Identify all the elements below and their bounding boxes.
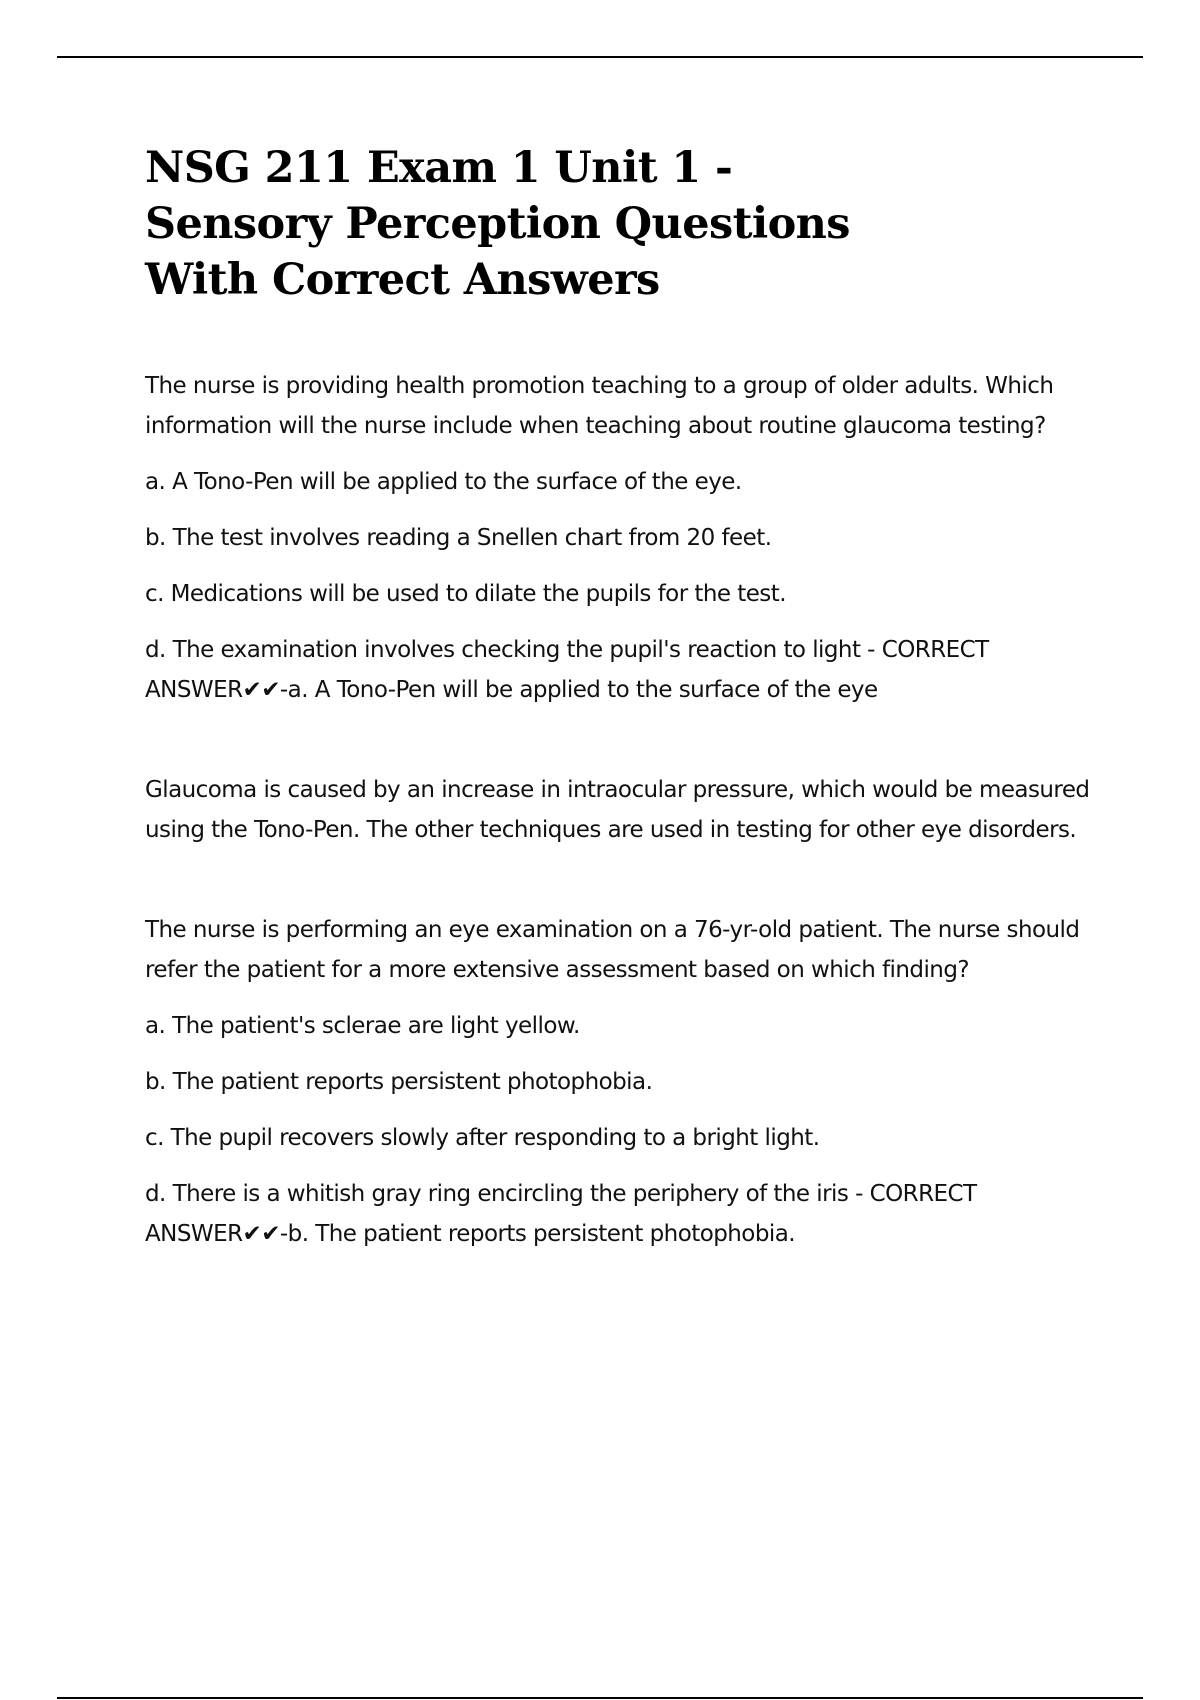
document-body (145, 140, 1100, 1270)
answer-option-d: d. The examination involves checking the pupil's reaction to light - CORRECT ANSWER✔✔-a. A Tono-Pen will be applied to the surface of the eye (145, 637, 989, 703)
question-block-2 (145, 910, 1100, 1254)
answer-option-c: c. The pupil recovers slowly after responding to a bright light. (145, 1125, 820, 1151)
answer-option-b: b. The patient reports persistent photophobia. (145, 1069, 653, 1095)
answer-option-b: b. The test involves reading a Snellen chart from 20 feet. (145, 525, 772, 551)
question-stem: The nurse is providing health promotion teaching to a group of older adults. Which information will the nurse include when teaching about routine glaucoma testing? (145, 373, 1054, 439)
header-divider (57, 56, 1143, 58)
question-stem: The nurse is performing an eye examination on a 76-yr-old patient. The nurse should refer the patient for a more extensive assessment based on which finding? (145, 917, 1080, 983)
answer-option-a: a. A Tono-Pen will be applied to the surface of the eye. (145, 469, 742, 495)
footer-divider (57, 1697, 1143, 1699)
answer-option-d: d. There is a whitish gray ring encircling the periphery of the iris - CORRECT ANSWER✔✔-b. The patient reports persistent photophobia. (145, 1181, 977, 1247)
answer-option-a: a. The patient's sclerae are light yellow. (145, 1013, 580, 1039)
answer-explanation: Glaucoma is caused by an increase in intraocular pressure, which would be measured using the Tono-Pen. The other techniques are used in testing for other eye disorders. (145, 777, 1090, 843)
document-title: NSG 211 Exam 1 Unit 1 - Sensory Perception Questions With Correct Answers (145, 143, 850, 305)
question-block-1 (145, 366, 1100, 850)
answer-option-c: c. Medications will be used to dilate the pupils for the test. (145, 581, 786, 607)
